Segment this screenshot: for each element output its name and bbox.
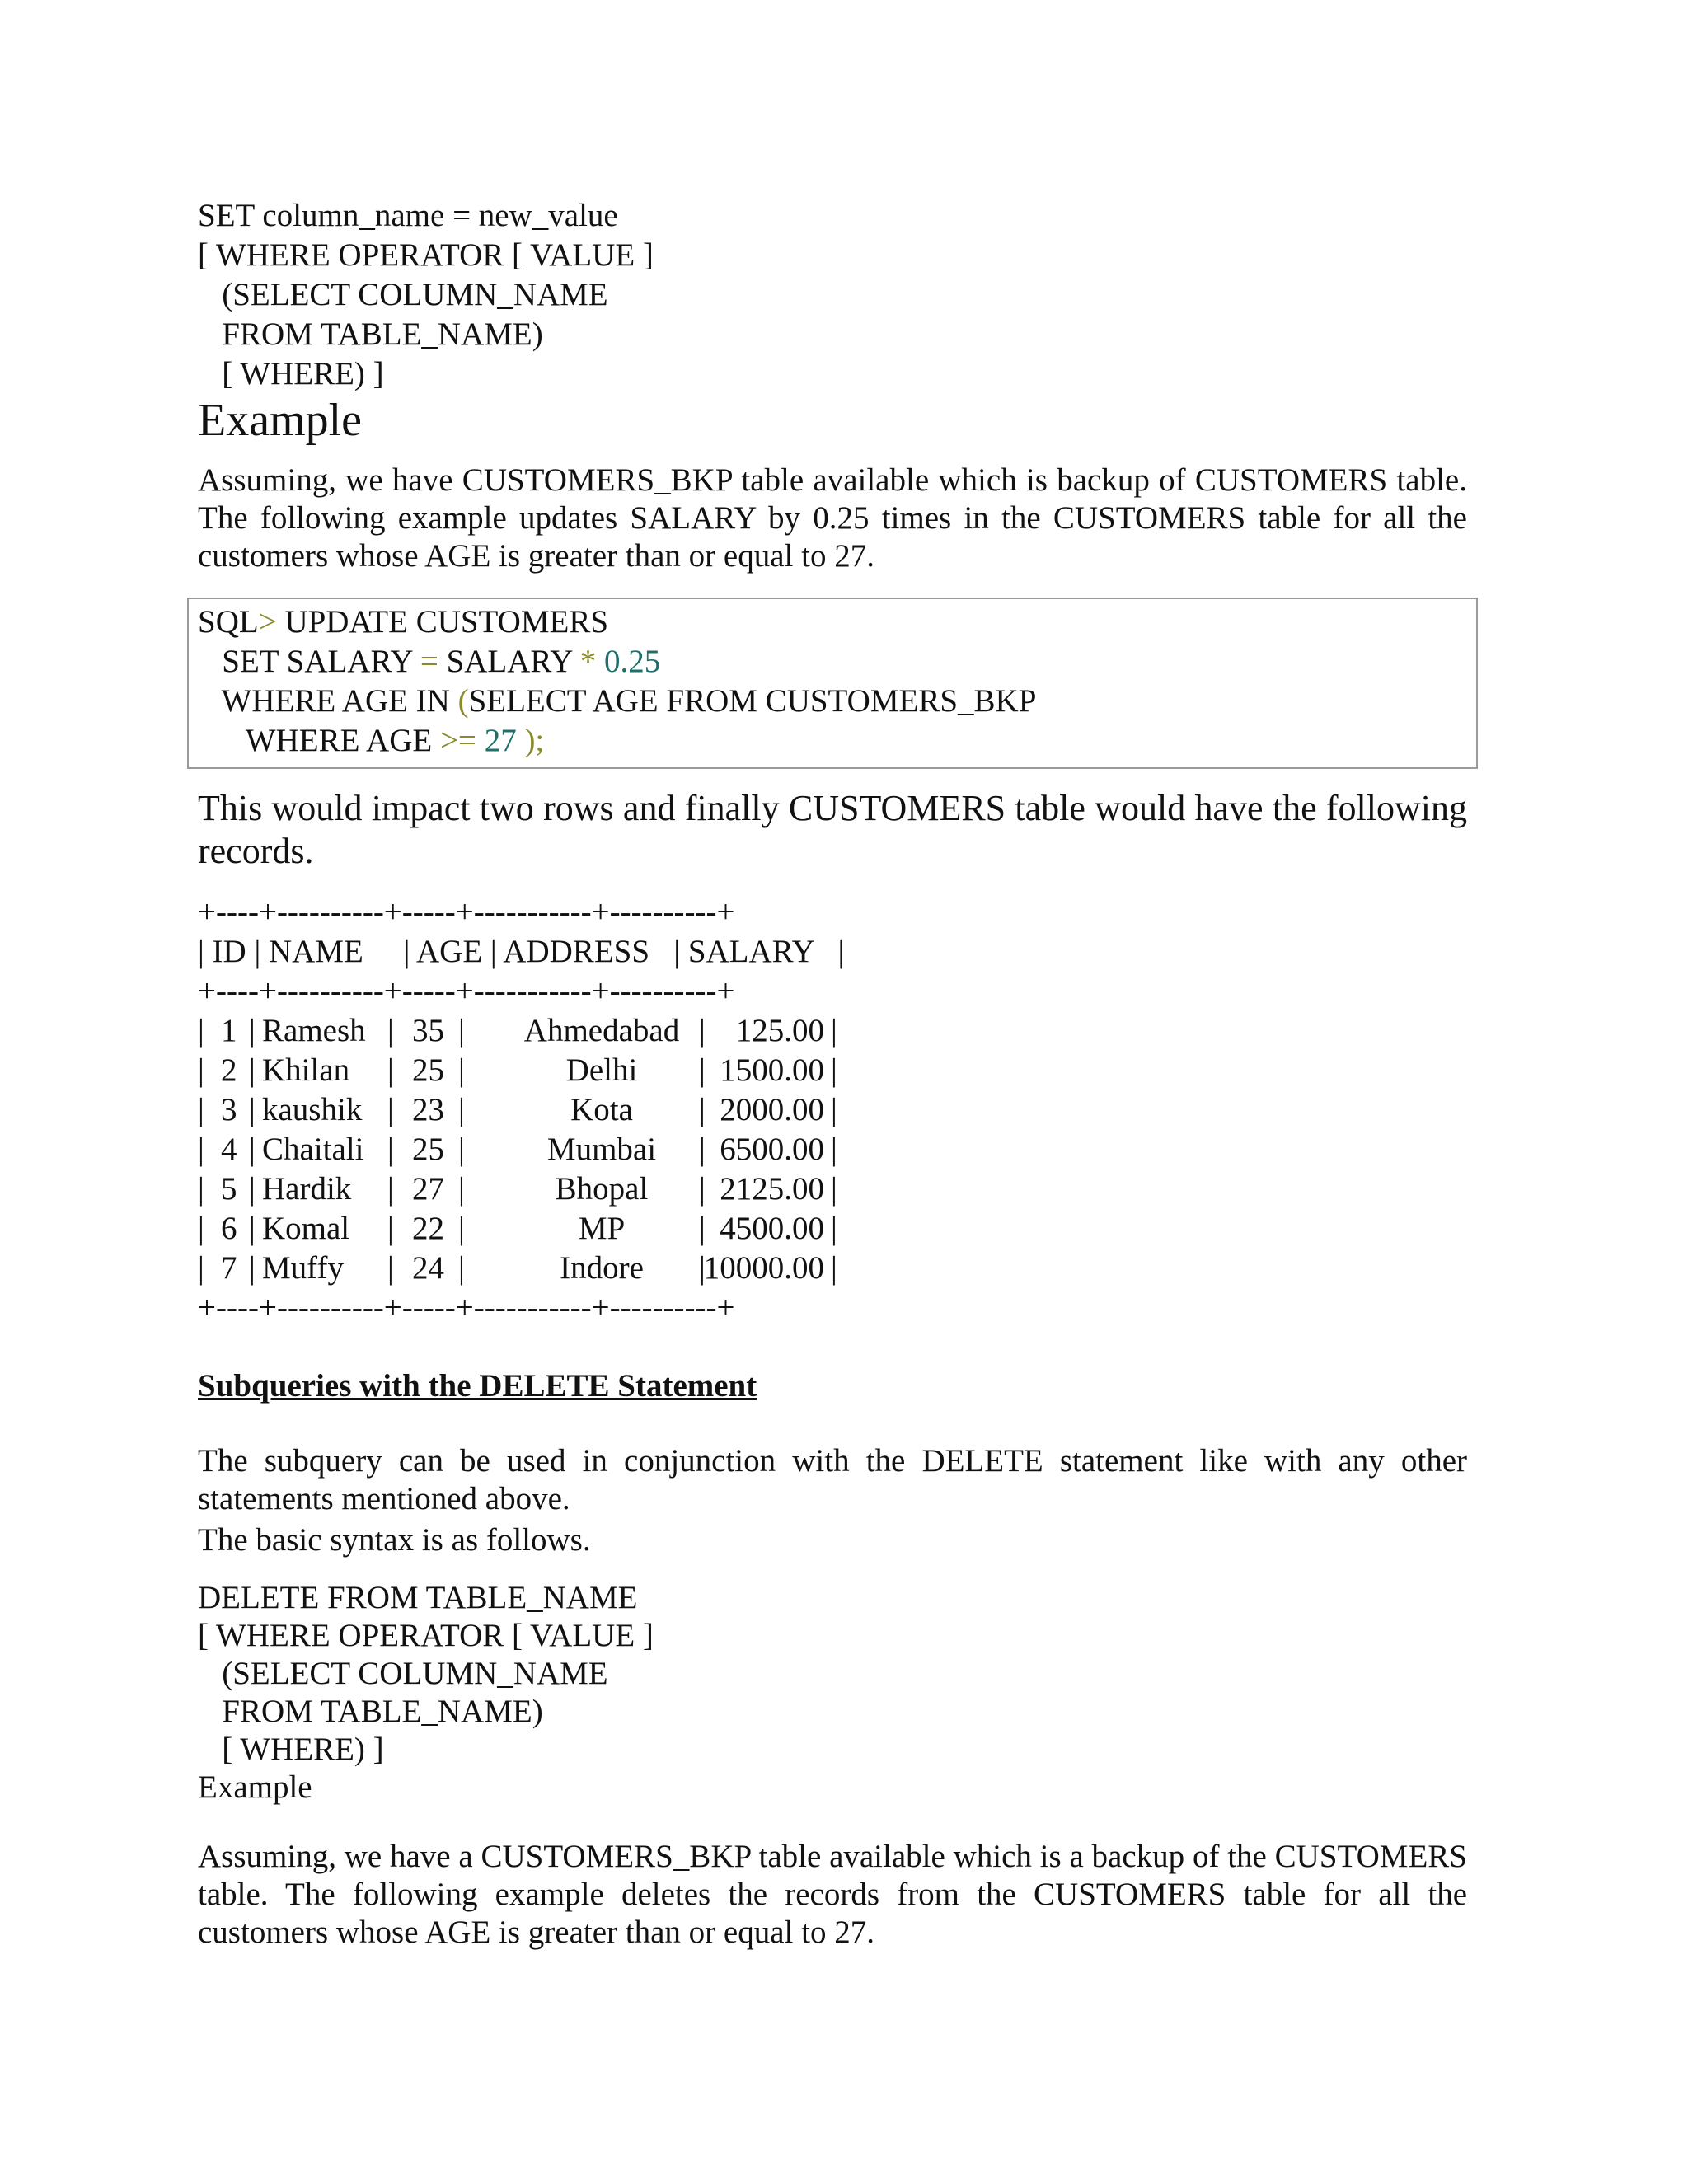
code-line-3 xyxy=(198,682,1036,721)
code-prompt: SQL xyxy=(198,604,259,640)
table-separator: | xyxy=(198,1132,204,1167)
table-cell-salary: 1500.00 xyxy=(720,1052,824,1088)
table-separator: | xyxy=(831,1211,837,1246)
code-text: SET SALARY xyxy=(198,644,420,679)
table-cell-name: Muffy xyxy=(262,1250,344,1286)
table-separator: | xyxy=(699,1092,706,1127)
example-paragraph: Assuming, we have CUSTOMERS_BKP table available which is backup of CUSTOMERS table. The following example updates SALARY by 0.25 times in the CUSTOMERS table for all the customers whose AGE is greater than or equal to 27. xyxy=(198,462,1467,574)
table-cell-salary: 125.00 xyxy=(735,1013,824,1048)
table-cell-age: 27 xyxy=(412,1171,444,1207)
table-separator: | xyxy=(249,1092,256,1127)
syntax-update-line-3: (SELECT COLUMN_NAME xyxy=(198,277,608,312)
code-operator: >= xyxy=(439,723,476,758)
code-text: SELECT AGE FROM CUSTOMERS_BKP xyxy=(468,683,1037,719)
table-separator: | xyxy=(387,1171,394,1207)
table-separator: | xyxy=(198,1171,204,1207)
table-separator: | xyxy=(387,1092,394,1127)
table-cell-age: 25 xyxy=(412,1052,444,1088)
table-separator: | xyxy=(458,1092,465,1127)
table-cell-id: 5 xyxy=(221,1171,237,1207)
table-separator: | xyxy=(249,1132,256,1167)
code-number: 0.25 xyxy=(596,644,661,679)
table-separator: | xyxy=(831,1171,837,1207)
table-separator: | xyxy=(699,1171,706,1207)
code-text: SALARY xyxy=(438,644,580,679)
table-cell-name: Hardik xyxy=(262,1171,352,1207)
table-separator: | xyxy=(831,1250,837,1286)
example2-paragraph: Assuming, we have a CUSTOMERS_BKP table available which is a backup of the CUSTOMERS table. The following example deletes the records from the CUSTOMERS table for all the customers whose AGE is greater than or equal to 27. xyxy=(198,1839,1467,1950)
table-cell-address: Bhopal xyxy=(555,1171,649,1207)
table-separator: | xyxy=(249,1250,256,1286)
table-border-bottom: +----+----------+-----+-----------+----------+ xyxy=(198,1290,735,1325)
code-number: 27 xyxy=(476,723,525,758)
table-separator: | xyxy=(699,1013,706,1048)
table-border-mid: +----+----------+-----+-----------+----------+ xyxy=(198,973,735,1009)
table-cell-salary: 10000.00 xyxy=(703,1250,824,1286)
syntax-delete-line-1: DELETE FROM TABLE_NAME xyxy=(198,1580,638,1615)
syntax-update-line-1: SET column_name = new_value xyxy=(198,198,618,233)
table-separator: | xyxy=(699,1132,706,1167)
table-cell-address: MP xyxy=(578,1211,626,1246)
table-separator: | xyxy=(699,1211,706,1246)
example-label: Example xyxy=(198,1769,312,1805)
table-separator: | xyxy=(198,1092,204,1127)
syntax-update-line-4: FROM TABLE_NAME) xyxy=(198,316,543,352)
basic-syntax-text: The basic syntax is as follows. xyxy=(198,1522,591,1558)
syntax-delete-line-2: [ WHERE OPERATOR [ VALUE ] xyxy=(198,1618,654,1653)
code-operator: = xyxy=(420,644,438,679)
table-separator: | xyxy=(699,1052,706,1088)
table-border-top: +----+----------+-----+-----------+----------+ xyxy=(198,894,735,930)
table-cell-id: 4 xyxy=(221,1132,237,1167)
table-separator: | xyxy=(387,1250,394,1286)
table-separator: | xyxy=(198,1250,204,1286)
code-text: WHERE AGE IN xyxy=(198,683,458,719)
table-separator: | xyxy=(387,1013,394,1048)
table-cell-name: kaushik xyxy=(262,1092,363,1127)
table-cell-age: 24 xyxy=(412,1250,444,1286)
table-separator: | xyxy=(198,1013,204,1048)
table-cell-salary: 6500.00 xyxy=(720,1132,824,1167)
table-separator: | xyxy=(249,1013,256,1048)
code-line-2 xyxy=(198,642,660,682)
table-separator: | xyxy=(249,1171,256,1207)
code-line-4 xyxy=(198,721,544,761)
section-heading: Subqueries with the DELETE Statement xyxy=(198,1368,757,1404)
table-cell-id: 1 xyxy=(221,1013,237,1048)
code-operator: ); xyxy=(524,723,545,758)
table-separator: | xyxy=(458,1250,465,1286)
table-separator: | xyxy=(198,1211,204,1246)
table-cell-name: Ramesh xyxy=(262,1013,366,1048)
code-operator: ( xyxy=(457,683,469,719)
table-cell-name: Komal xyxy=(262,1211,350,1246)
table-separator: | xyxy=(387,1132,394,1167)
table-separator: | xyxy=(249,1211,256,1246)
table-separator: | xyxy=(699,1250,706,1286)
code-line-1 xyxy=(198,602,608,642)
table-separator: | xyxy=(458,1171,465,1207)
table-cell-address: Mumbai xyxy=(546,1132,657,1167)
table-cell-id: 7 xyxy=(221,1250,237,1286)
table-cell-age: 35 xyxy=(412,1013,444,1048)
table-cell-address: Indore xyxy=(560,1250,644,1286)
table-cell-salary: 2125.00 xyxy=(720,1171,824,1207)
table-separator: | xyxy=(831,1132,837,1167)
table-cell-id: 2 xyxy=(221,1052,237,1088)
table-cell-address: Kota xyxy=(570,1092,633,1127)
syntax-delete-line-4: FROM TABLE_NAME) xyxy=(198,1694,543,1729)
table-separator: | xyxy=(458,1132,465,1167)
syntax-delete-line-5: [ WHERE) ] xyxy=(198,1732,384,1767)
code-text: WHERE AGE xyxy=(198,723,440,758)
syntax-update-line-5: [ WHERE) ] xyxy=(198,356,384,391)
impact-paragraph: This would impact two rows and finally CUSTOMERS table would have the following records. xyxy=(198,788,1467,871)
table-separator: | xyxy=(387,1211,394,1246)
example-heading: Example xyxy=(198,395,363,446)
syntax-update-line-2: [ WHERE OPERATOR [ VALUE ] xyxy=(198,237,654,273)
table-cell-salary: 2000.00 xyxy=(720,1092,824,1127)
table-cell-address: Ahmedabad xyxy=(523,1013,680,1048)
table-cell-age: 22 xyxy=(412,1211,444,1246)
table-cell-id: 3 xyxy=(221,1092,237,1127)
table-separator: | xyxy=(249,1052,256,1088)
sql-code-box xyxy=(187,598,1478,769)
code-operator: * xyxy=(579,644,597,679)
table-separator: | xyxy=(831,1092,837,1127)
table-separator: | xyxy=(458,1211,465,1246)
table-cell-address: Delhi xyxy=(565,1052,638,1088)
code-prompt-symbol: > xyxy=(258,604,277,640)
table-cell-age: 23 xyxy=(412,1092,444,1127)
table-separator: | xyxy=(458,1013,465,1048)
table-separator: | xyxy=(831,1052,837,1088)
table-cell-id: 6 xyxy=(221,1211,237,1246)
table-header: | ID | NAME | AGE | ADDRESS | SALARY | xyxy=(198,934,845,969)
table-separator: | xyxy=(458,1052,465,1088)
delete-paragraph: The subquery can be used in conjunction with the DELETE statement like with any other statements mentioned above. xyxy=(198,1443,1467,1516)
table-cell-age: 25 xyxy=(412,1132,444,1167)
table-separator: | xyxy=(387,1052,394,1088)
table-cell-salary: 4500.00 xyxy=(720,1211,824,1246)
table-separator: | xyxy=(831,1013,837,1048)
table-cell-name: Chaitali xyxy=(262,1132,364,1167)
table-cell-name: Khilan xyxy=(262,1052,350,1088)
table-separator: | xyxy=(198,1052,204,1088)
code-text: UPDATE CUSTOMERS xyxy=(276,604,609,640)
syntax-delete-line-3: (SELECT COLUMN_NAME xyxy=(198,1656,608,1691)
